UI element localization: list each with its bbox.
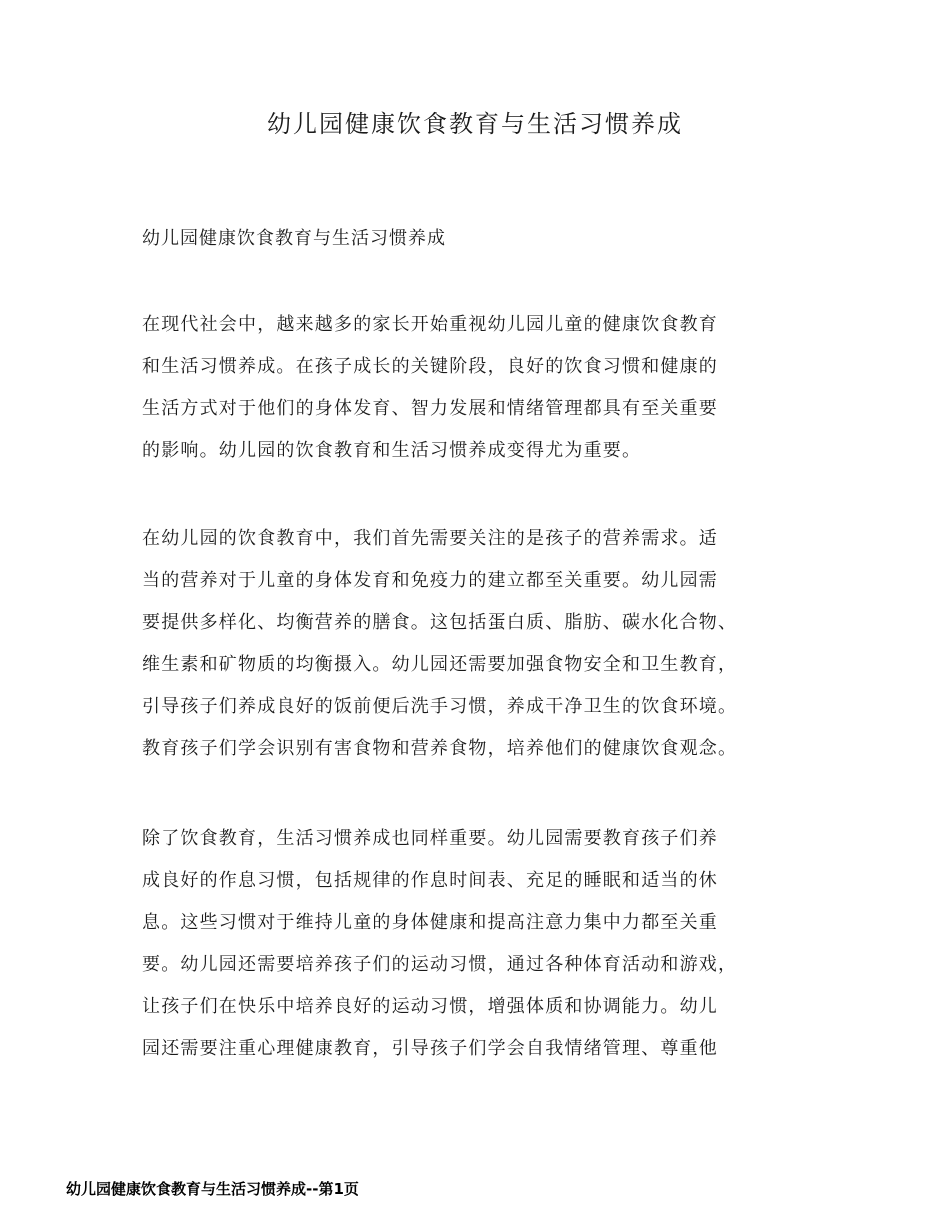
paragraph-line: 让孩子们在快乐中培养良好的运动习惯，增强体质和协调能力。幼儿 <box>142 996 718 1017</box>
paragraph-line: 在幼儿园的饮食教育中，我们首先需要关注的是孩子的营养需求。适 <box>142 528 718 549</box>
paragraph-2 <box>142 518 842 770</box>
paragraph-3 <box>142 818 842 1070</box>
paragraph-line: 生活方式对于他们的身体发育、智力发展和情绪管理都具有至关重要 <box>142 398 718 419</box>
paragraph-line: 的影响。幼儿园的饮食教育和生活习惯养成变得尤为重要。 <box>142 440 642 461</box>
paragraph-line: 教育孩子们学会识别有害食物和营养食物，培养他们的健康饮食观念。 <box>142 738 738 759</box>
paragraph-1 <box>142 304 842 472</box>
document-subtitle: 幼儿园健康饮食教育与生活习惯养成 <box>142 228 446 249</box>
paragraph-line: 引导孩子们养成良好的饭前便后洗手习惯，养成干净卫生的饮食环境。 <box>142 696 738 717</box>
paragraph-line: 和生活习惯养成。在孩子成长的关键阶段，良好的饮食习惯和健康的 <box>142 356 718 377</box>
paragraph-line: 当的营养对于儿童的身体发育和免疫力的建立都至关重要。幼儿园需 <box>142 570 718 591</box>
page-footer: 幼儿园健康饮食教育与生活习惯养成--第1页 <box>66 1180 359 1198</box>
paragraph-line: 要提供多样化、均衡营养的膳食。这包括蛋白质、脂肪、碳水化合物、 <box>142 612 738 633</box>
paragraph-line: 成良好的作息习惯，包括规律的作息时间表、充足的睡眠和适当的休 <box>142 870 718 891</box>
document-title: 幼儿园健康饮食教育与生活习惯养成 <box>267 110 683 138</box>
paragraph-line: 园还需要注重心理健康教育，引导孩子们学会自我情绪管理、尊重他 <box>142 1038 718 1059</box>
paragraph-line: 除了饮食教育，生活习惯养成也同样重要。幼儿园需要教育孩子们养 <box>142 828 718 849</box>
paragraph-line: 维生素和矿物质的均衡摄入。幼儿园还需要加强食物安全和卫生教育， <box>142 654 738 675</box>
paragraph-line: 要。幼儿园还需要培养孩子们的运动习惯，通过各种体育活动和游戏， <box>142 954 738 975</box>
paragraph-line: 息。这些习惯对于维持儿童的身体健康和提高注意力集中力都至关重 <box>142 912 718 933</box>
paragraph-line: 在现代社会中，越来越多的家长开始重视幼儿园儿童的健康饮食教育 <box>142 314 718 335</box>
